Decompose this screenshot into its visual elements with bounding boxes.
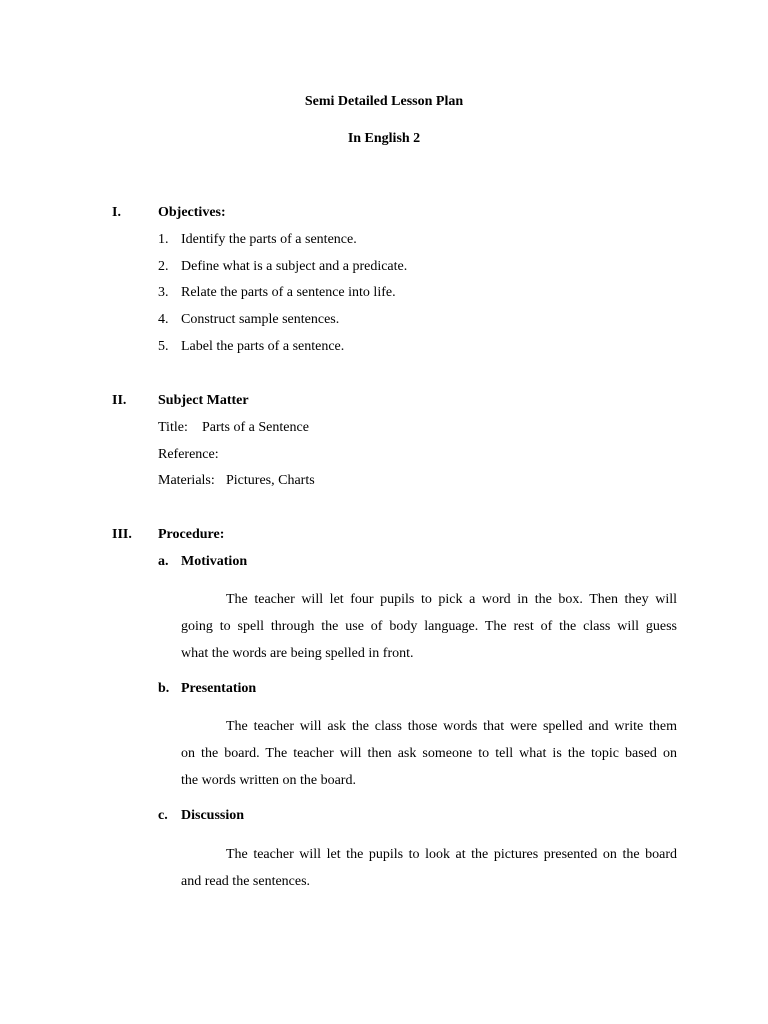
subsection-heading-discussion: Discussion bbox=[181, 808, 245, 823]
paragraph-motivation bbox=[181, 591, 677, 672]
paragraph-line: The teacher will ask the class those words that were spelled and write them bbox=[226, 719, 677, 734]
paragraph-line: on the board. The teacher will then ask someone to tell what is the topic based on bbox=[181, 746, 677, 761]
subsection-heading-motivation: Motivation bbox=[181, 554, 248, 569]
section-heading-objectives: Objectives: bbox=[158, 205, 226, 220]
list-item-number: 1. bbox=[158, 232, 169, 247]
subsection-letter-presentation: b. bbox=[158, 681, 170, 696]
materials-label: Materials: bbox=[158, 473, 215, 488]
section-numeral-objectives: I. bbox=[112, 205, 121, 220]
paragraph-line: The teacher will let the pupils to look at the pictures presented on the board bbox=[226, 847, 677, 862]
paragraph-line: the words written on the board. bbox=[181, 773, 356, 788]
section-heading-subject-matter: Subject Matter bbox=[158, 393, 249, 408]
title-label: Title: bbox=[158, 420, 188, 435]
title-value: Parts of a Sentence bbox=[202, 420, 309, 435]
subsection-letter-discussion: c. bbox=[158, 808, 168, 823]
list-item-number: 3. bbox=[158, 285, 169, 300]
paragraph-line: what the words are being spelled in front. bbox=[181, 646, 414, 661]
document-title: Semi Detailed Lesson Plan bbox=[304, 94, 464, 109]
materials-value: Pictures, Charts bbox=[226, 473, 315, 488]
section-numeral-procedure: III. bbox=[112, 527, 132, 542]
subsection-heading-presentation: Presentation bbox=[181, 681, 257, 696]
section-numeral-subject-matter: II. bbox=[112, 393, 127, 408]
list-item: Construct sample sentences. bbox=[181, 312, 340, 327]
list-item: Identify the parts of a sentence. bbox=[181, 232, 357, 247]
paragraph-line: going to spell through the use of body language. The rest of the class will guess bbox=[181, 619, 677, 634]
subsection-letter-motivation: a. bbox=[158, 554, 169, 569]
reference-label: Reference: bbox=[158, 447, 219, 462]
document-subtitle: In English 2 bbox=[347, 131, 421, 146]
paragraph-presentation bbox=[181, 718, 677, 799]
list-item-number: 2. bbox=[158, 259, 169, 274]
list-item: Label the parts of a sentence. bbox=[181, 339, 345, 354]
paragraph-line: The teacher will let four pupils to pick a word in the box. Then they will bbox=[226, 592, 677, 607]
list-item-number: 5. bbox=[158, 339, 169, 354]
list-item: Define what is a subject and a predicate. bbox=[181, 259, 408, 274]
section-heading-procedure: Procedure: bbox=[158, 527, 225, 542]
paragraph-line: and read the sentences. bbox=[181, 874, 311, 889]
paragraph-discussion bbox=[181, 846, 677, 900]
list-item: Relate the parts of a sentence into life. bbox=[181, 285, 396, 300]
list-item-number: 4. bbox=[158, 312, 169, 327]
